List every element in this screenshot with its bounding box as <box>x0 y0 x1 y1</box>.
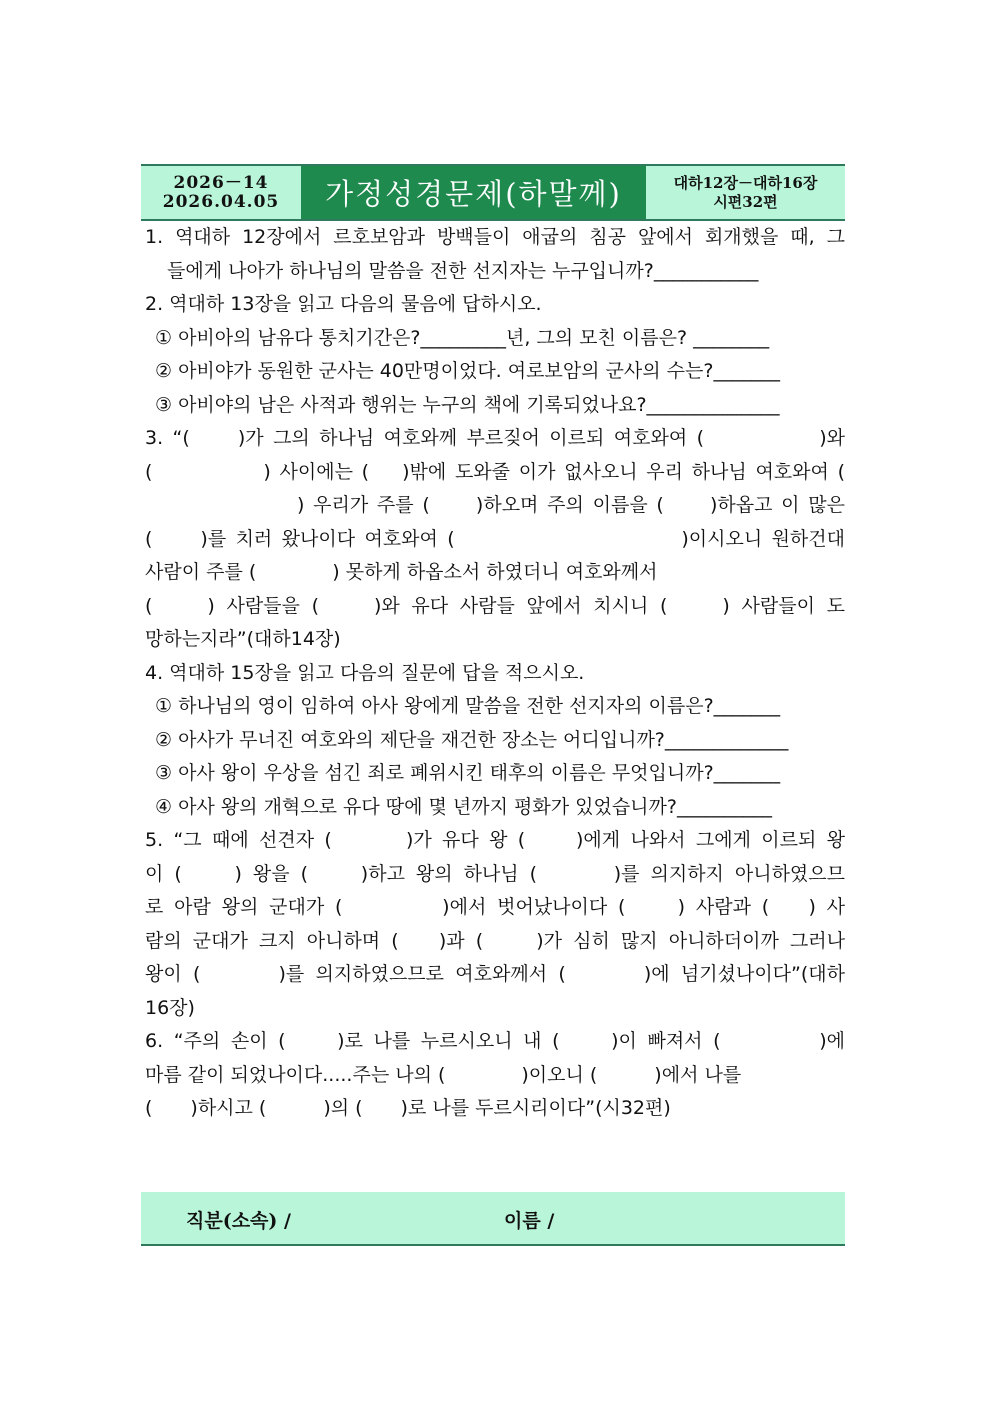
question-line: ( ) 사이에는 ( )밖에 도와줄 이가 없사오니 우리 하나님 여호와여 ( <box>145 460 845 483</box>
question-line: ① 아비아의 남유다 통치기간은?_________년, 그의 모친 이름은? ________ <box>155 326 770 349</box>
question-line: 6. “주의 손이 ( )로 나를 누르시오니 내 ( )이 빠져서 ( )에 <box>145 1030 845 1052</box>
question-line: 람의 군대가 크지 아니하며 ( )과 ( )가 심히 많지 아니하더이까 그러나 <box>145 929 845 952</box>
scripture-range <box>646 166 845 219</box>
question-line: ③ 아비야의 남은 사적과 행위는 누구의 책에 기록되었나요?______________ <box>155 393 780 416</box>
question-line: ② 아비야가 동원한 군사는 40만명이었다. 여로보암의 군사의 수는?_______ <box>155 360 780 382</box>
question-line: 마름 같이 되었나이다.....주는 나의 ( )이오니 ( )에서 나를 <box>145 1063 742 1086</box>
question-line: 2. 역대하 13장을 읽고 다음의 물음에 답하시오. <box>145 293 542 315</box>
question-body <box>145 221 845 1126</box>
question-line: 4. 역대하 15장을 읽고 다음의 질문에 답을 적으시오. <box>145 661 585 684</box>
question-line: ① 하나님의 영이 임하여 아사 왕에게 말씀을 전한 선지자의 이름은?_______ <box>155 695 781 717</box>
question-line: 16장) <box>145 996 195 1019</box>
header-bar <box>141 164 845 221</box>
page-title: 가정성경문제(하말께) <box>301 166 646 219</box>
issue-code: 2026－14 <box>173 172 269 193</box>
question-line: ( ) 사람들을 ( )와 유다 사람들 앞에서 치시니 ( ) 사람들이 도 <box>145 594 845 617</box>
issue-info <box>141 166 301 219</box>
question-line: ② 아사가 무너진 여호와의 제단을 재건한 장소는 어디입니까?_____________ <box>155 728 789 751</box>
scripture-range-1: 대하12장－대하16장 <box>673 173 818 192</box>
scripture-range-2: 시편32편 <box>713 192 778 211</box>
footer-bar <box>141 1192 845 1246</box>
question-line: 왕이 ( )를 의지하였으므로 여호와께서 ( )에 넘기셨나이다”(대하 <box>145 963 845 985</box>
question-line: 로 아람 왕의 군대가 ( )에서 벗어났나이다 ( ) 사람과 ( ) 사 <box>145 896 845 918</box>
question-line: 들에게 나아가 하나님의 말씀을 전한 선지자는 누구입니까?___________ <box>167 259 759 282</box>
question-line: ③ 아사 왕이 우상을 섬긴 죄로 폐위시킨 태후의 이름은 무엇입니까?_______ <box>155 762 781 784</box>
question-line: ④ 아사 왕의 개혁으로 유다 땅에 몇 년까지 평화가 있었습니까?__________ <box>155 795 772 818</box>
question-line: 1. 역대하 12장에서 르호보암과 방백들이 애굽의 침공 앞에서 회개했을 때, 그 <box>145 226 845 248</box>
question-line: 3. “( )가 그의 하나님 여호와께 부르짖어 이르되 여호와여 ( )와 <box>145 427 845 449</box>
question-line: 5. “그 때에 선견자 ( )가 유다 왕 ( )에게 나와서 그에게 이르되 왕 <box>145 829 845 851</box>
name-label: 이름 / <box>504 1210 555 1232</box>
question-line: ( )를 치러 왔나이다 여호와여 ( )이시오니 원하건대 <box>145 527 845 550</box>
question-line: ) 우리가 주를 ( )하오며 주의 이름을 ( )하옵고 이 많은 <box>145 494 845 516</box>
question-line: 이 ( ) 왕을 ( )하고 왕의 하나님 ( )를 의지하지 아니하였으므 <box>145 862 845 885</box>
position-label: 직분(소속) / <box>186 1210 291 1232</box>
issue-date: 2026.04.05 <box>162 191 280 212</box>
question-line: 사람이 주를 ( ) 못하게 하옵소서 하였더니 여호와께서 <box>145 561 658 583</box>
question-line: ( )하시고 ( )의 ( )로 나를 두르시리이다”(시32편) <box>145 1097 671 1119</box>
question-line: 망하는지라”(대하14장) <box>145 628 341 650</box>
